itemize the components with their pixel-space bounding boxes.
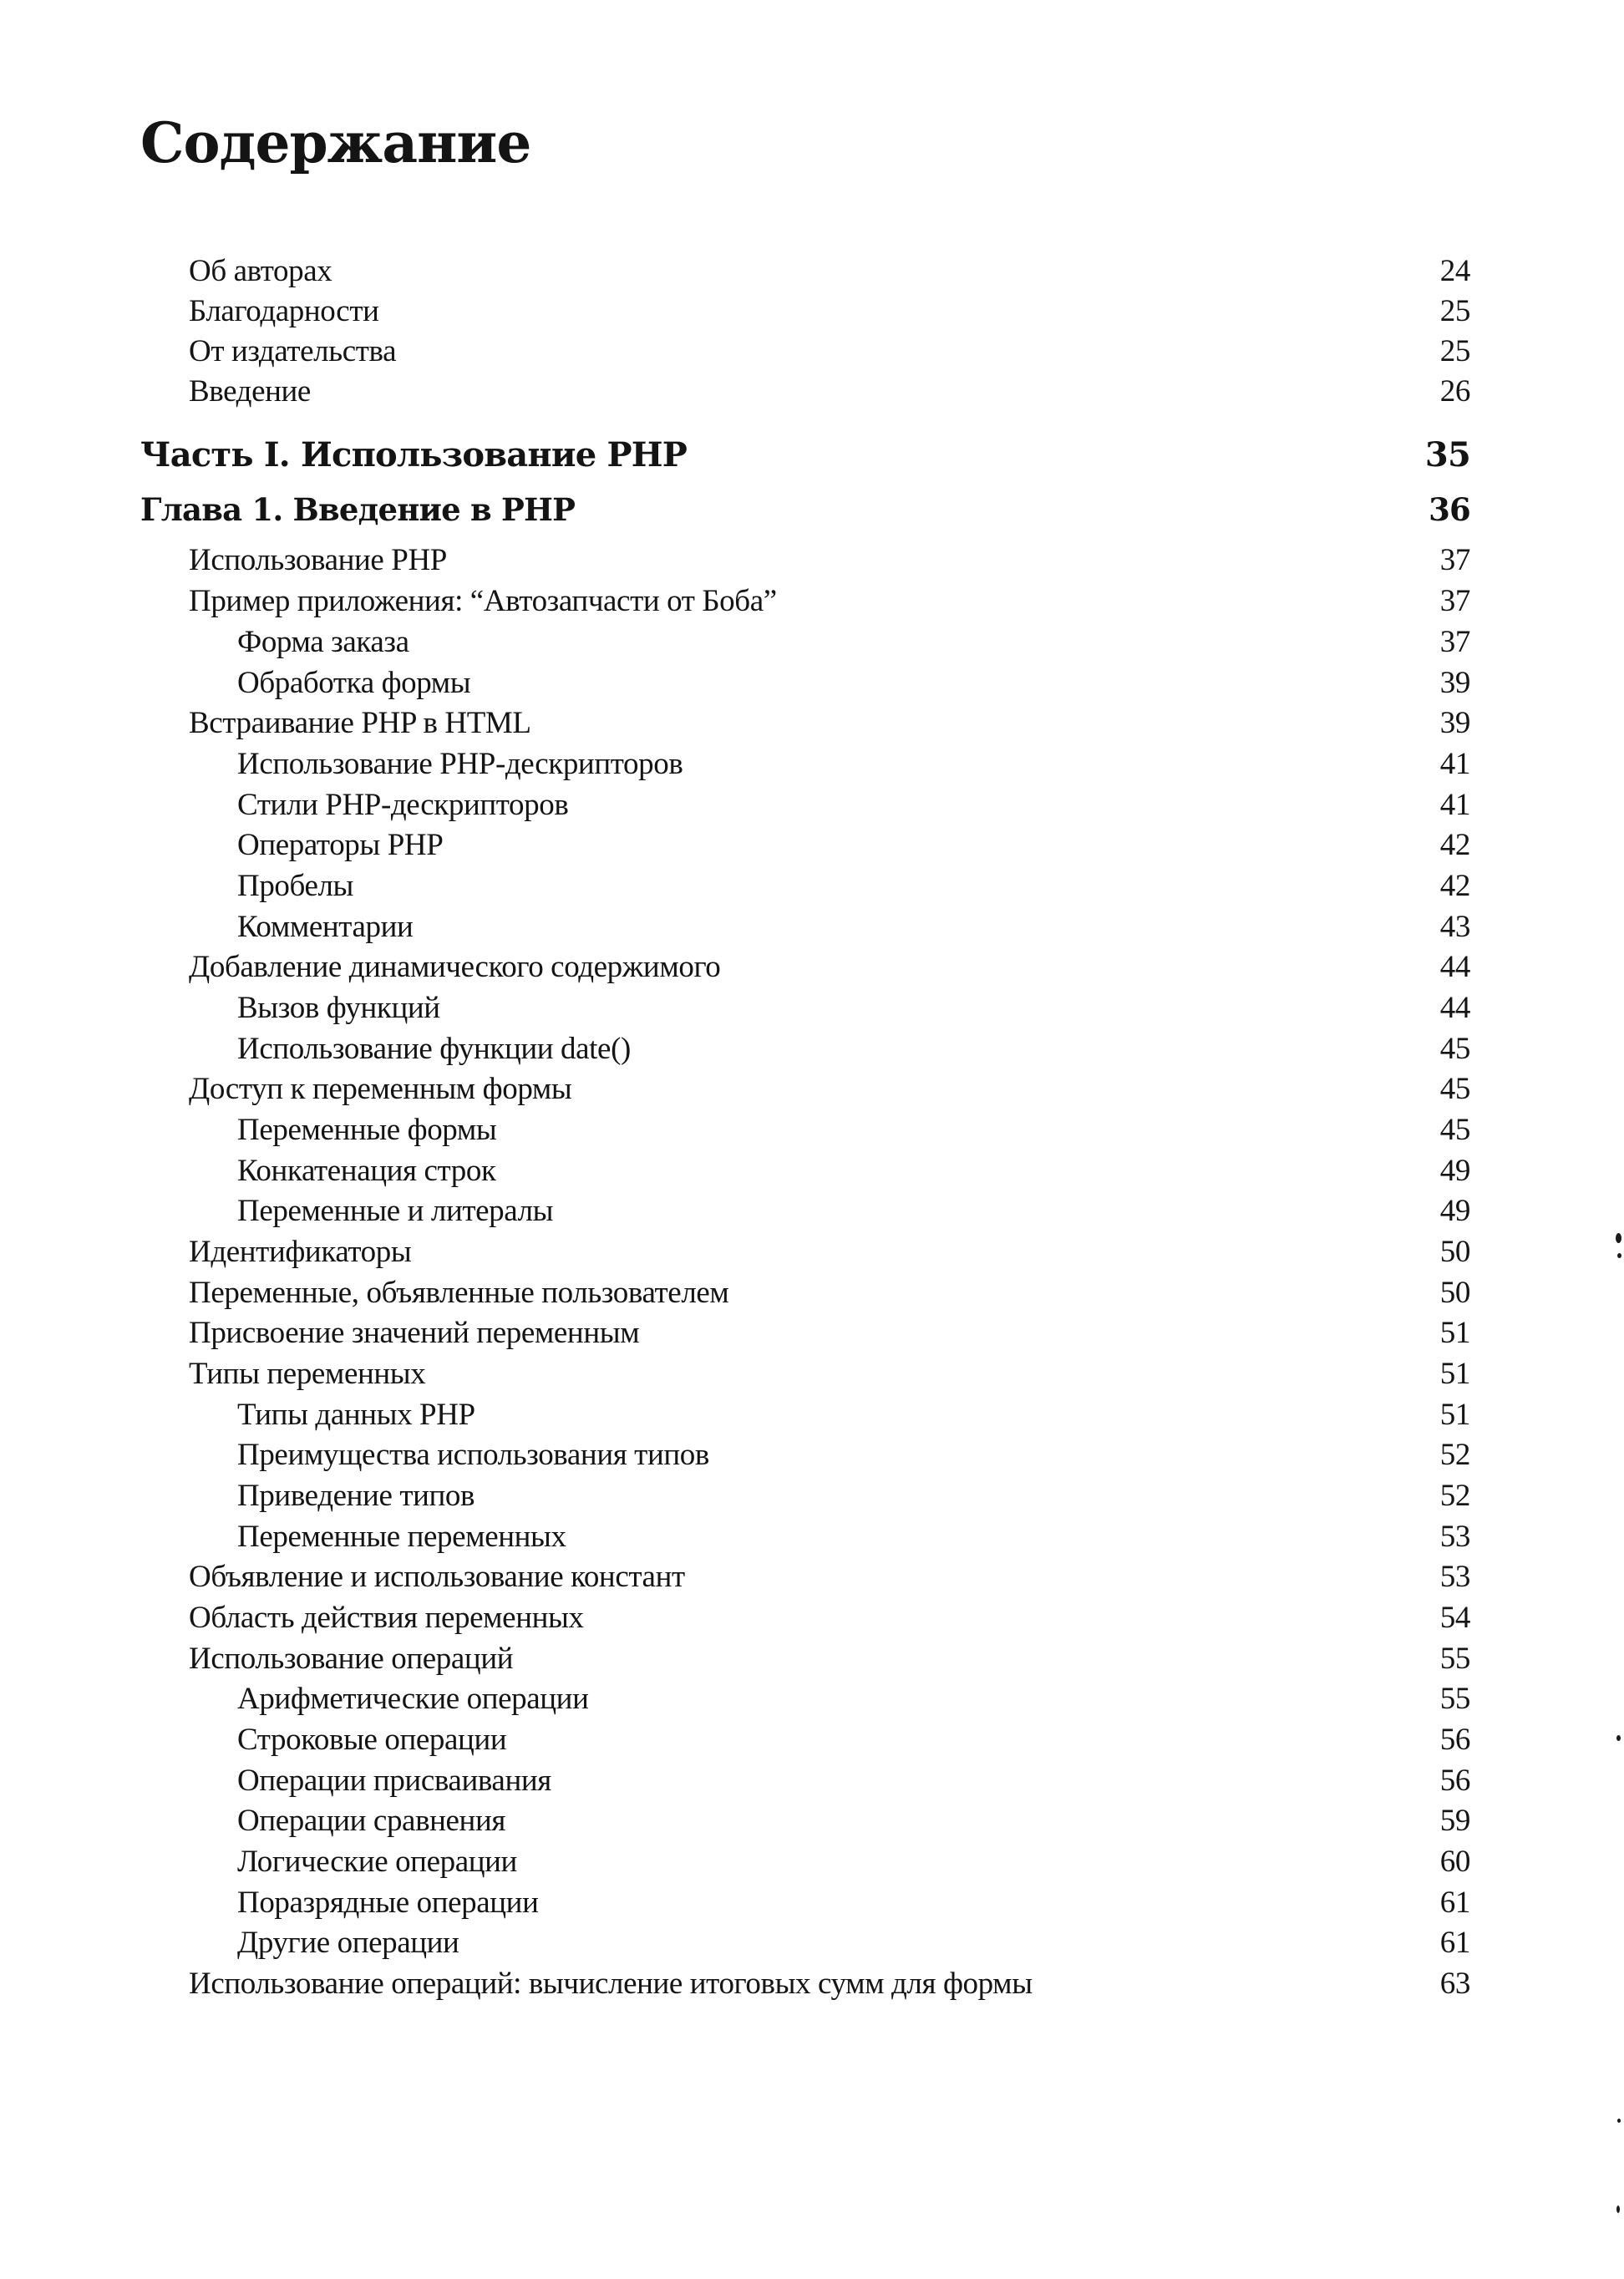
toc-entry-title: Арифметические операции (237, 1682, 589, 1716)
toc-entry-section (189, 1234, 1470, 1270)
toc-entry-title: Введение (189, 374, 311, 409)
toc-entry-title: От издательства (189, 334, 397, 368)
toc-entry-page-number: 61 (1439, 1886, 1470, 1920)
toc-entry-subsection (237, 1885, 1470, 1921)
toc-entry-page-number: 61 (1439, 1926, 1470, 1960)
toc-entry-section (189, 253, 1470, 289)
toc-entry-page-number: 42 (1439, 869, 1470, 903)
toc-entry-title: Другие операции (237, 1926, 459, 1960)
toc-entry-title: Глава 1. Введение в PHP (140, 491, 576, 528)
scan-speck (1617, 1253, 1621, 1258)
toc-entry-title: Операции сравнения (237, 1804, 505, 1838)
toc-entry-page-number: 63 (1439, 1967, 1470, 2001)
toc-entry-page-number: 39 (1439, 666, 1470, 700)
toc-entry-page-number: 50 (1439, 1235, 1470, 1269)
toc-entry-page-number: 37 (1439, 584, 1470, 618)
toc-entry-page-number: 59 (1439, 1804, 1470, 1838)
toc-entry-title: Операторы PHP (237, 828, 444, 862)
toc-entry-subsection (237, 1478, 1470, 1514)
toc-entry-page-number: 45 (1439, 1072, 1470, 1106)
toc-entry-title: Идентификаторы (189, 1235, 412, 1269)
toc-entry-page-number: 52 (1439, 1479, 1470, 1513)
toc-entry-page-number: 24 (1439, 254, 1470, 288)
toc-entry-subsection (237, 665, 1470, 701)
page-title: Содержание (140, 110, 531, 175)
toc-entry-title: Форма заказа (237, 625, 409, 659)
toc-entry-page-number: 35 (1424, 435, 1470, 475)
toc-entry-subsection (237, 1803, 1470, 1839)
toc-entry-title: Пример приложения: “Автозапчасти от Боба” (189, 584, 777, 618)
toc-entry-section (189, 1641, 1470, 1677)
toc-entry-title: Использование операций: вычисление итоговых сумм для формы (189, 1967, 1033, 2001)
toc-entry-title: Поразрядные операции (237, 1886, 539, 1920)
toc-entry-page-number: 42 (1439, 828, 1470, 862)
scan-speck (1616, 1233, 1621, 1243)
toc-entry-subsection (237, 787, 1470, 823)
toc-entry-page-number: 53 (1439, 1560, 1470, 1594)
toc-entry-page-number: 45 (1439, 1113, 1470, 1147)
toc-entry-section (189, 373, 1470, 409)
toc-entry-title: Логические операции (237, 1845, 517, 1879)
toc-entry-title: Переменные и литералы (237, 1194, 554, 1228)
toc-entry-page-number: 25 (1439, 334, 1470, 368)
toc-entry-page-number: 51 (1439, 1398, 1470, 1432)
scan-speck (1616, 1735, 1621, 1741)
toc-entry-section (189, 1315, 1470, 1351)
toc-entry-title: Использование функции date() (237, 1032, 631, 1066)
toc-entry-title: Преимущества использования типов (237, 1438, 709, 1472)
toc-entry-page-number: 26 (1439, 374, 1470, 409)
toc-entry-section (189, 1356, 1470, 1392)
toc-entry-subsection (237, 1519, 1470, 1555)
toc-entry-chapter (140, 491, 1470, 528)
toc-entry-subsection (237, 909, 1470, 945)
toc-entry-section (189, 333, 1470, 369)
toc-entry-subsection (237, 1844, 1470, 1880)
toc-entry-subsection (237, 1681, 1470, 1717)
toc-entry-title: Часть I. Использование PHP (140, 435, 688, 475)
toc-entry-subsection (237, 1763, 1470, 1799)
toc-entry-title: Использование операций (189, 1642, 514, 1676)
toc-entry-subsection (237, 1397, 1470, 1433)
toc-entry-page-number: 56 (1439, 1723, 1470, 1757)
toc-entry-title: Стили PHP-дескрипторов (237, 788, 569, 822)
toc-entry-subsection (237, 1031, 1470, 1067)
toc-entry-subsection (237, 1153, 1470, 1189)
toc-entry-subsection (237, 990, 1470, 1026)
toc-entry-title: Переменные, объявленные пользователем (189, 1276, 729, 1310)
toc-entry-title: Использование PHP-дескрипторов (237, 747, 683, 781)
toc-entry-subsection (237, 746, 1470, 782)
toc-entry-title: Доступ к переменным формы (189, 1072, 572, 1106)
toc-entry-subsection (237, 1193, 1470, 1229)
toc-entry-title: Вызов функций (237, 991, 440, 1025)
toc-entry-title: Обработка формы (237, 666, 471, 700)
toc-entry-subsection (237, 1925, 1470, 1961)
toc-entry-page-number: 55 (1439, 1642, 1470, 1676)
toc-entry-page-number: 37 (1439, 625, 1470, 659)
toc-entry-page-number: 41 (1439, 788, 1470, 822)
toc-entry-subsection (237, 1437, 1470, 1473)
toc-entry-page-number: 54 (1439, 1601, 1470, 1635)
toc-entry-title: Пробелы (237, 869, 354, 903)
toc-entry-section (189, 949, 1470, 985)
toc-entry-title: Использование PHP (189, 543, 447, 577)
toc-entry-page-number: 39 (1439, 706, 1470, 740)
toc-entry-title: Присвоение значений переменным (189, 1316, 640, 1350)
toc-entry-page-number: 56 (1439, 1764, 1470, 1798)
toc-entry-title: Операции присваивания (237, 1764, 551, 1798)
toc-entry-title: Строковые операции (237, 1723, 507, 1757)
toc-entry-subsection (237, 868, 1470, 904)
toc-entry-title: Переменные переменных (237, 1520, 566, 1554)
toc-entry-section (189, 583, 1470, 619)
toc-entry-page-number: 36 (1429, 491, 1470, 528)
toc-entry-section (189, 705, 1470, 741)
scan-speck (1617, 2119, 1621, 2123)
toc-entry-page-number: 51 (1439, 1316, 1470, 1350)
toc-entry-section (189, 1559, 1470, 1595)
toc-entry-page-number: 53 (1439, 1520, 1470, 1554)
toc-entry-page-number: 44 (1439, 950, 1470, 984)
toc-entry-page-number: 49 (1439, 1194, 1470, 1228)
toc-entry-page-number: 51 (1439, 1357, 1470, 1391)
toc-entry-page-number: 41 (1439, 747, 1470, 781)
toc-entry-section (189, 1966, 1470, 2002)
toc-entry-subsection (237, 624, 1470, 660)
toc-entry-page-number: 55 (1439, 1682, 1470, 1716)
toc-entry-subsection (237, 1112, 1470, 1148)
toc-entry-title: Благодарности (189, 294, 379, 328)
toc-entry-page-number: 43 (1439, 910, 1470, 944)
toc-entry-page-number: 25 (1439, 294, 1470, 328)
toc-entry-title: Приведение типов (237, 1479, 475, 1513)
toc-entry-title: Область действия переменных (189, 1601, 584, 1635)
toc-entry-page-number: 52 (1439, 1438, 1470, 1472)
toc-entry-page-number: 45 (1439, 1032, 1470, 1066)
toc-entry-section (189, 1600, 1470, 1636)
toc-entry-title: Встраивание PHP в HTML (189, 706, 531, 740)
toc-entry-subsection (237, 1722, 1470, 1758)
toc-entry-title: Объявление и использование констант (189, 1560, 685, 1594)
toc-entry-title: Типы данных PHP (237, 1398, 475, 1432)
toc-entry-title: Переменные формы (237, 1113, 497, 1147)
toc-entry-title: Комментарии (237, 910, 414, 944)
toc-entry-page-number: 49 (1439, 1154, 1470, 1188)
toc-entry-part (140, 435, 1470, 475)
toc-entry-title: Конкатенация строк (237, 1154, 496, 1188)
toc-entry-page-number: 44 (1439, 991, 1470, 1025)
toc-entry-section (189, 1071, 1470, 1107)
toc-entry-title: Добавление динамического содержимого (189, 950, 721, 984)
toc-entry-page-number: 60 (1439, 1845, 1470, 1879)
toc-entry-section (189, 293, 1470, 329)
scan-speck (1616, 2205, 1620, 2213)
toc-entry-section (189, 542, 1470, 578)
toc-entry-subsection (237, 827, 1470, 863)
toc-entry-section (189, 1275, 1470, 1311)
toc-entry-page-number: 50 (1439, 1276, 1470, 1310)
toc-entry-page-number: 37 (1439, 543, 1470, 577)
toc-entry-title: Типы переменных (189, 1357, 426, 1391)
toc-entry-title: Об авторах (189, 254, 332, 288)
